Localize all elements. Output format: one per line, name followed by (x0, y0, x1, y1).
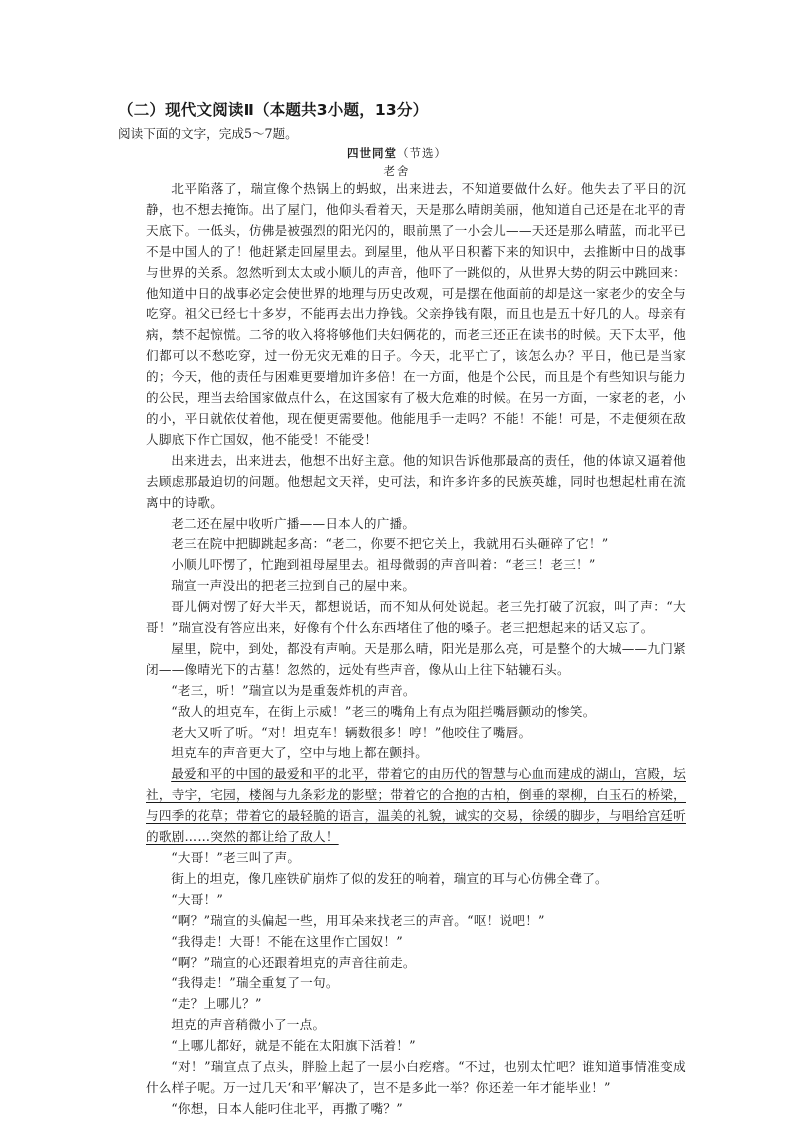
passage-title-text: 四世同堂 (347, 146, 397, 160)
paragraph: “走？上哪儿？” (171, 996, 262, 1012)
paragraph: “上哪儿都好，就是不能在太阳旗下活着！” (171, 1038, 416, 1054)
paragraph: 坦克车的声音更大了，空中与地上都在颤抖。 (171, 745, 429, 761)
paragraph: 瑞宣一声没出的把老三拉到自己的屋中来。 (171, 578, 416, 594)
paragraph: 坦克的声音稍微小了一点。 (171, 1017, 326, 1033)
passage-author: 老舍 (383, 164, 411, 178)
paragraph: 哥儿俩对愣了好大半天，都想说话，而不知从何处说起。老三先打破了沉寂，叫了声：“大哥！”瑞宣没有答应出来，好像有个什么东西堵住了他的嗓子。老三把想起来的话又忘了。 (146, 599, 686, 636)
paragraph: “大哥！” (171, 891, 224, 907)
paragraph: “大哥！”老三叫了声。 (171, 850, 301, 865)
paragraph: 北平陷落了，瑞宣像个热锅上的蚂蚁，出来进去，不知道要做什么好。他失去了平日的沉静，也不想去掩饰。出了屋门，他仰头看着天，天是那么晴朗美丽，他知道自己还是在北平的青天底下。一低头，仿佛是被强烈的阳光闪的，眼前黑了一小会儿——天还是那么晴蓝，而北平已不是中国人的了！他赶紧走回屋里去。到屋里，他从平日积蓄下来的知识中，去推断中日的战事与世界的关系。忽然听到太太或小顺儿的声音，他吓了一跳似的，从世界大势的阴云中跳回来：他知道中日的战事必定会使世界的地理与历史改观，可是摆在他面前的却是这一家老少的安全与吃穿。祖父已经七十多岁，不能再去出力挣钱。父亲挣钱有限，而且也是五十好几的人。母亲有病，禁不起惊慌。二爷的收入将将够他们夫妇俩花的，而老三还正在读书的时候。天下太平，他们都可以不愁吃穿，过一份无灾无难的日子。今天，北平亡了，该怎么办？平日，他已是当家的；今天，他的责任与困难更要增加许多倍！在一方面，他是个公民，而且是个有些知识与能力的公民，理当去给国家做点什么，在这国家有了极大危难的时候。在另一方面，一家老的老，小的小，平日就依仗着他，现在便更需要他。他能甩手一走吗？不能！不能！可是，不走便须在敌人脚底下作亡国奴，他不能受！不能受！ (146, 181, 686, 447)
passage-body (146, 179, 686, 1120)
paragraph: “我得走！”瑞全重复了一句。 (171, 975, 339, 991)
underlined-paragraph: 最爱和平的中国的最爱和平的北平，带着它的由历代的智慧与心血而建成的湖山，宫殿，坛社，寺宇，宅园，楼阁与九条彩龙的影壁；带着它的合抱的古柏，倒垂的翠柳，白玉石的桥梁，与四季的花草；带着它的最轻脆的语言，温美的礼貌，诚实的交易，徐缓的脚步，与唱给宫廷听的歌剧……突然的都让给了敌人！ (146, 766, 686, 845)
section-heading: （二）现代文阅读Ⅱ（本题共3小题，13分） (118, 101, 429, 119)
paragraph: “啊？”瑞宣的心还跟着坦克的声音往前走。 (171, 954, 416, 970)
paragraph: 老二还在屋中收听广播——日本人的广播。 (171, 515, 416, 531)
paragraph: “老三，听！”瑞宣以为是重轰炸机的声音。 (171, 682, 416, 698)
paragraph: 出来进去，出来进去，他想不出好主意。他的知识告诉他那最高的责任，他的体谅又逼着他去顾虑那最迫切的问题。他想起文天祥，史可法，和许多许多的民族英雄，同时也想起杜甫在流离中的诗歌。 (146, 452, 686, 510)
reading-instruction: 阅读下面的文字，完成5～7题。 (118, 126, 298, 141)
passage-title-note: （节选） (397, 146, 447, 160)
paragraph: 屋里，院中，到处，都没有声响。天是那么晴，阳光是那么亮，可是整个的大城——九门紧闭——像晴光下的古墓！忽然的，远处有些声音，像从山上往下轱辘石头。 (146, 640, 686, 677)
paragraph: “敌人的坦克车，在街上示威！”老三的嘴角上有点为阻拦嘴唇颤动的惨笑。 (171, 703, 596, 719)
paragraph: “对！”瑞宣点了点头，胖脸上起了一层小白疙瘩。“不过，也别太忙吧？谁知道事情准变成什么样子呢。万一过几天‘和平’解决了，岂不是多此一举？你还差一年才能毕业！” (146, 1059, 686, 1095)
paragraph: 街上的坦克，像几座铁矿崩炸了似的发狂的响着，瑞宣的耳与心仿佛全聋了。 (171, 870, 608, 886)
paragraph: 小顺儿吓愣了，忙跑到祖母屋里去。祖母微弱的声音叫着：“老三！老三！” (171, 557, 596, 573)
paragraph: “啊？”瑞宣的头偏起一些，用耳朵来找老三的声音。“呕！说吧！” (171, 912, 545, 928)
paragraph: 老大又听了听。“对！坦克车！辆数很多！哼！”他咬住了嘴唇。 (171, 724, 532, 740)
paragraph: “你想，日本人能叼住北平，再撒了嘴？” (171, 1100, 403, 1116)
paragraph: “我得走！大哥！不能在这里作亡国奴！” (171, 933, 403, 949)
passage-title (0, 145, 794, 161)
paragraph: 老三在院中把脚跳起多高：“老二，你要不把它关上，我就用石头砸碎了它！” (171, 536, 609, 552)
